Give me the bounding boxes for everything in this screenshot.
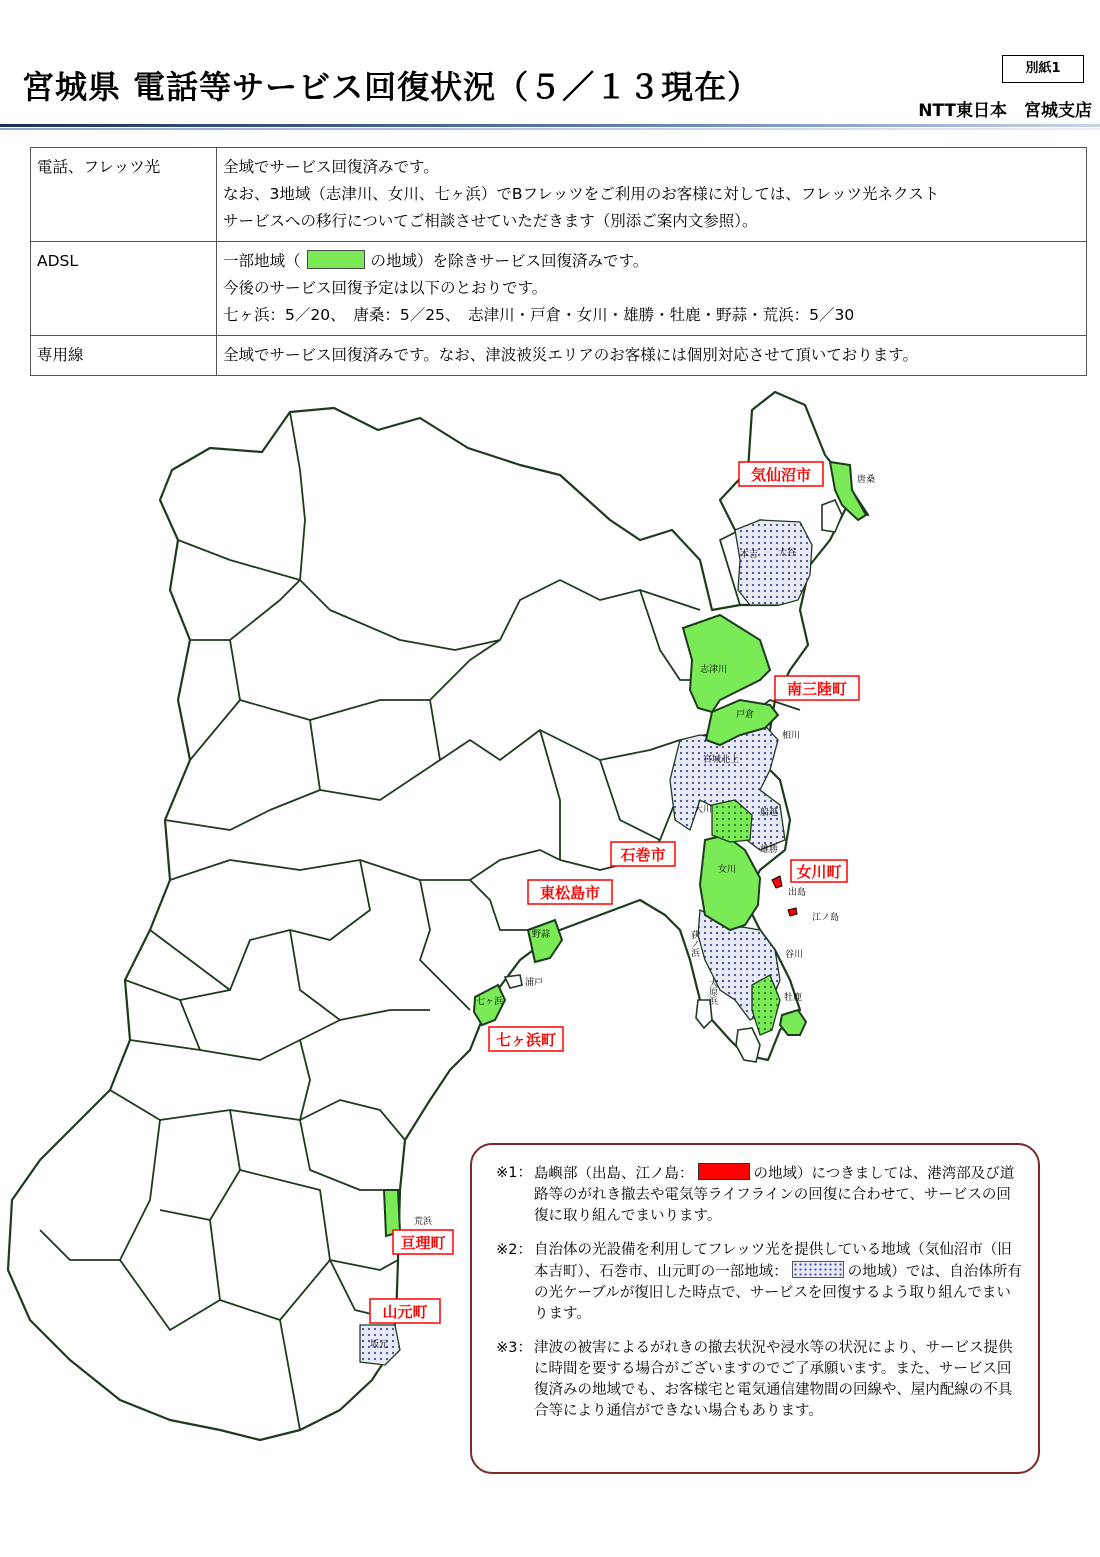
area-label: 大原浜 <box>707 978 717 1005</box>
municipality-label: 亘理町 <box>400 1234 446 1252</box>
note-item <box>486 1240 1024 1325</box>
detail-line: 全域でサービス回復済みです。なお、津波被災エリアのお客様には個別対応させて頂いております。 <box>223 346 919 364</box>
row-detail <box>217 148 1087 242</box>
note-text-part: 自治体の光設備を利用してフレッツ光を提供している地域（気仙沼市（旧本吉町）、石巻市、山元町の一部地域： <box>534 1242 1012 1280</box>
area-label: 本吉 <box>740 550 759 560</box>
note-item <box>486 1163 1024 1227</box>
area-label: 大川 <box>694 805 713 815</box>
service-status-table <box>30 147 1087 376</box>
detail-text: 一部地域（ <box>223 252 301 270</box>
area-motoyoshi-oya <box>735 520 812 605</box>
note-mark: ※3： <box>496 1340 532 1356</box>
table-row-adsl <box>31 242 1087 336</box>
island-marker-enoshima <box>788 908 797 916</box>
detail-line: 全域でサービス回復済みです。 <box>223 158 439 176</box>
area-label: 宮城北上 <box>703 755 740 765</box>
area-oshika-island <box>780 1010 806 1035</box>
row-label: ADSL <box>31 242 217 336</box>
area-label: 浦戸 <box>525 978 544 988</box>
area-label: 野蒜 <box>532 930 551 940</box>
notes-box <box>470 1143 1040 1474</box>
note-item <box>486 1338 1024 1422</box>
urato-island <box>505 975 522 988</box>
note-text-part: 島嶼部（出島、江ノ島： <box>534 1166 694 1182</box>
green-legend-swatch <box>307 250 365 269</box>
municipality-label: 南三陸町 <box>786 680 848 698</box>
area-label: 戸倉 <box>736 710 755 720</box>
note-text-part: の地域）では、自治体所有の光ケーブルが復旧した時点で、サービスを回復するよう取り組んでまいります。 <box>534 1264 1022 1322</box>
detail-line: 七ヶ浜：5／20、 唐桑：5／25、 志津川・戸倉・女川・雄勝・牡鹿・野蒜・荒浜：5／30 <box>223 306 855 324</box>
note-mark: ※1： <box>496 1165 532 1181</box>
area-label: 出島 <box>788 888 807 898</box>
area-label: 相川 <box>782 731 801 741</box>
note-mark: ※2： <box>496 1242 532 1258</box>
table-row-phone <box>31 148 1087 242</box>
area-label: 船越 <box>760 808 779 818</box>
row-detail <box>217 336 1087 376</box>
row-label: 電話、フレッツ光 <box>31 148 217 242</box>
dotted-legend-swatch <box>792 1261 844 1278</box>
area-label: 坂元 <box>370 1340 389 1350</box>
page-title: 宮城県 電話等サービス回復状況（５／１３現在） <box>22 68 761 106</box>
area-arahama <box>384 1190 400 1236</box>
municipality-label: 山元町 <box>382 1303 428 1321</box>
detail-line: 今後のサービス回復予定は以下のとおりです。 <box>223 279 548 297</box>
table-row-leased-line <box>31 336 1087 376</box>
row-label: 専用線 <box>31 336 217 376</box>
area-label: 大谷 <box>778 548 797 558</box>
note-text <box>534 1240 1024 1325</box>
municipality-label: 女川町 <box>796 863 842 881</box>
area-label: 志津川 <box>700 665 728 675</box>
note-text-part: の地域）につきましては、港湾部及び道路等のがれき撤去や電気等ライフラインの回復に合わせて、サービスの回復に取り組んでまいります。 <box>534 1166 1015 1224</box>
area-label: 女川 <box>718 865 737 875</box>
row-detail <box>217 242 1087 336</box>
detail-line: サービスへの移行についてご相談させていただきます（別添ご案内文参照）。 <box>223 212 758 230</box>
attachment-tag: 別紙1 <box>1002 55 1084 83</box>
detail-line <box>223 248 1080 275</box>
header-rule <box>0 124 1100 127</box>
municipality-label: 石巻市 <box>620 846 666 864</box>
area-label: 雄勝 <box>760 845 779 855</box>
red-legend-swatch <box>698 1163 750 1180</box>
area-label: 牡鹿 <box>784 993 803 1003</box>
area-label: 江ノ島 <box>812 913 840 923</box>
area-label: 荻ノ浜 <box>689 930 699 957</box>
municipality-label: 気仙沼市 <box>750 466 812 484</box>
area-label: 谷川 <box>785 950 804 960</box>
area-label: 七ヶ浜 <box>476 997 504 1007</box>
area-label: 荒浜 <box>414 1217 433 1227</box>
note-text <box>534 1163 1024 1227</box>
note-text: 津波の被害によるがれきの撤去状況や浸水等の状況により、サービス提供に時間を要する場合がございますのでご了承願います。また、サービス回復済みの地域でも、お客様宅と電気通信建物間の回線や、屋内配線の不具合等により通信ができない場合もあります。 <box>534 1340 1013 1419</box>
municipality-label: 東松島市 <box>539 884 601 902</box>
detail-text: の地域）を除きサービス回復済みです。 <box>370 252 649 270</box>
area-label: 唐桑 <box>857 475 876 485</box>
municipality-label: 七ヶ浜町 <box>495 1031 557 1049</box>
header-rule-light <box>0 128 1100 130</box>
island-marker-izushima <box>772 876 782 888</box>
detail-line: なお、3地域（志津川、女川、七ヶ浜）でBフレッツをご利用のお客様に対しては、フレッツ光ネクスト <box>223 185 940 203</box>
organization-name: NTT東日本 宮城支店 <box>918 101 1092 121</box>
